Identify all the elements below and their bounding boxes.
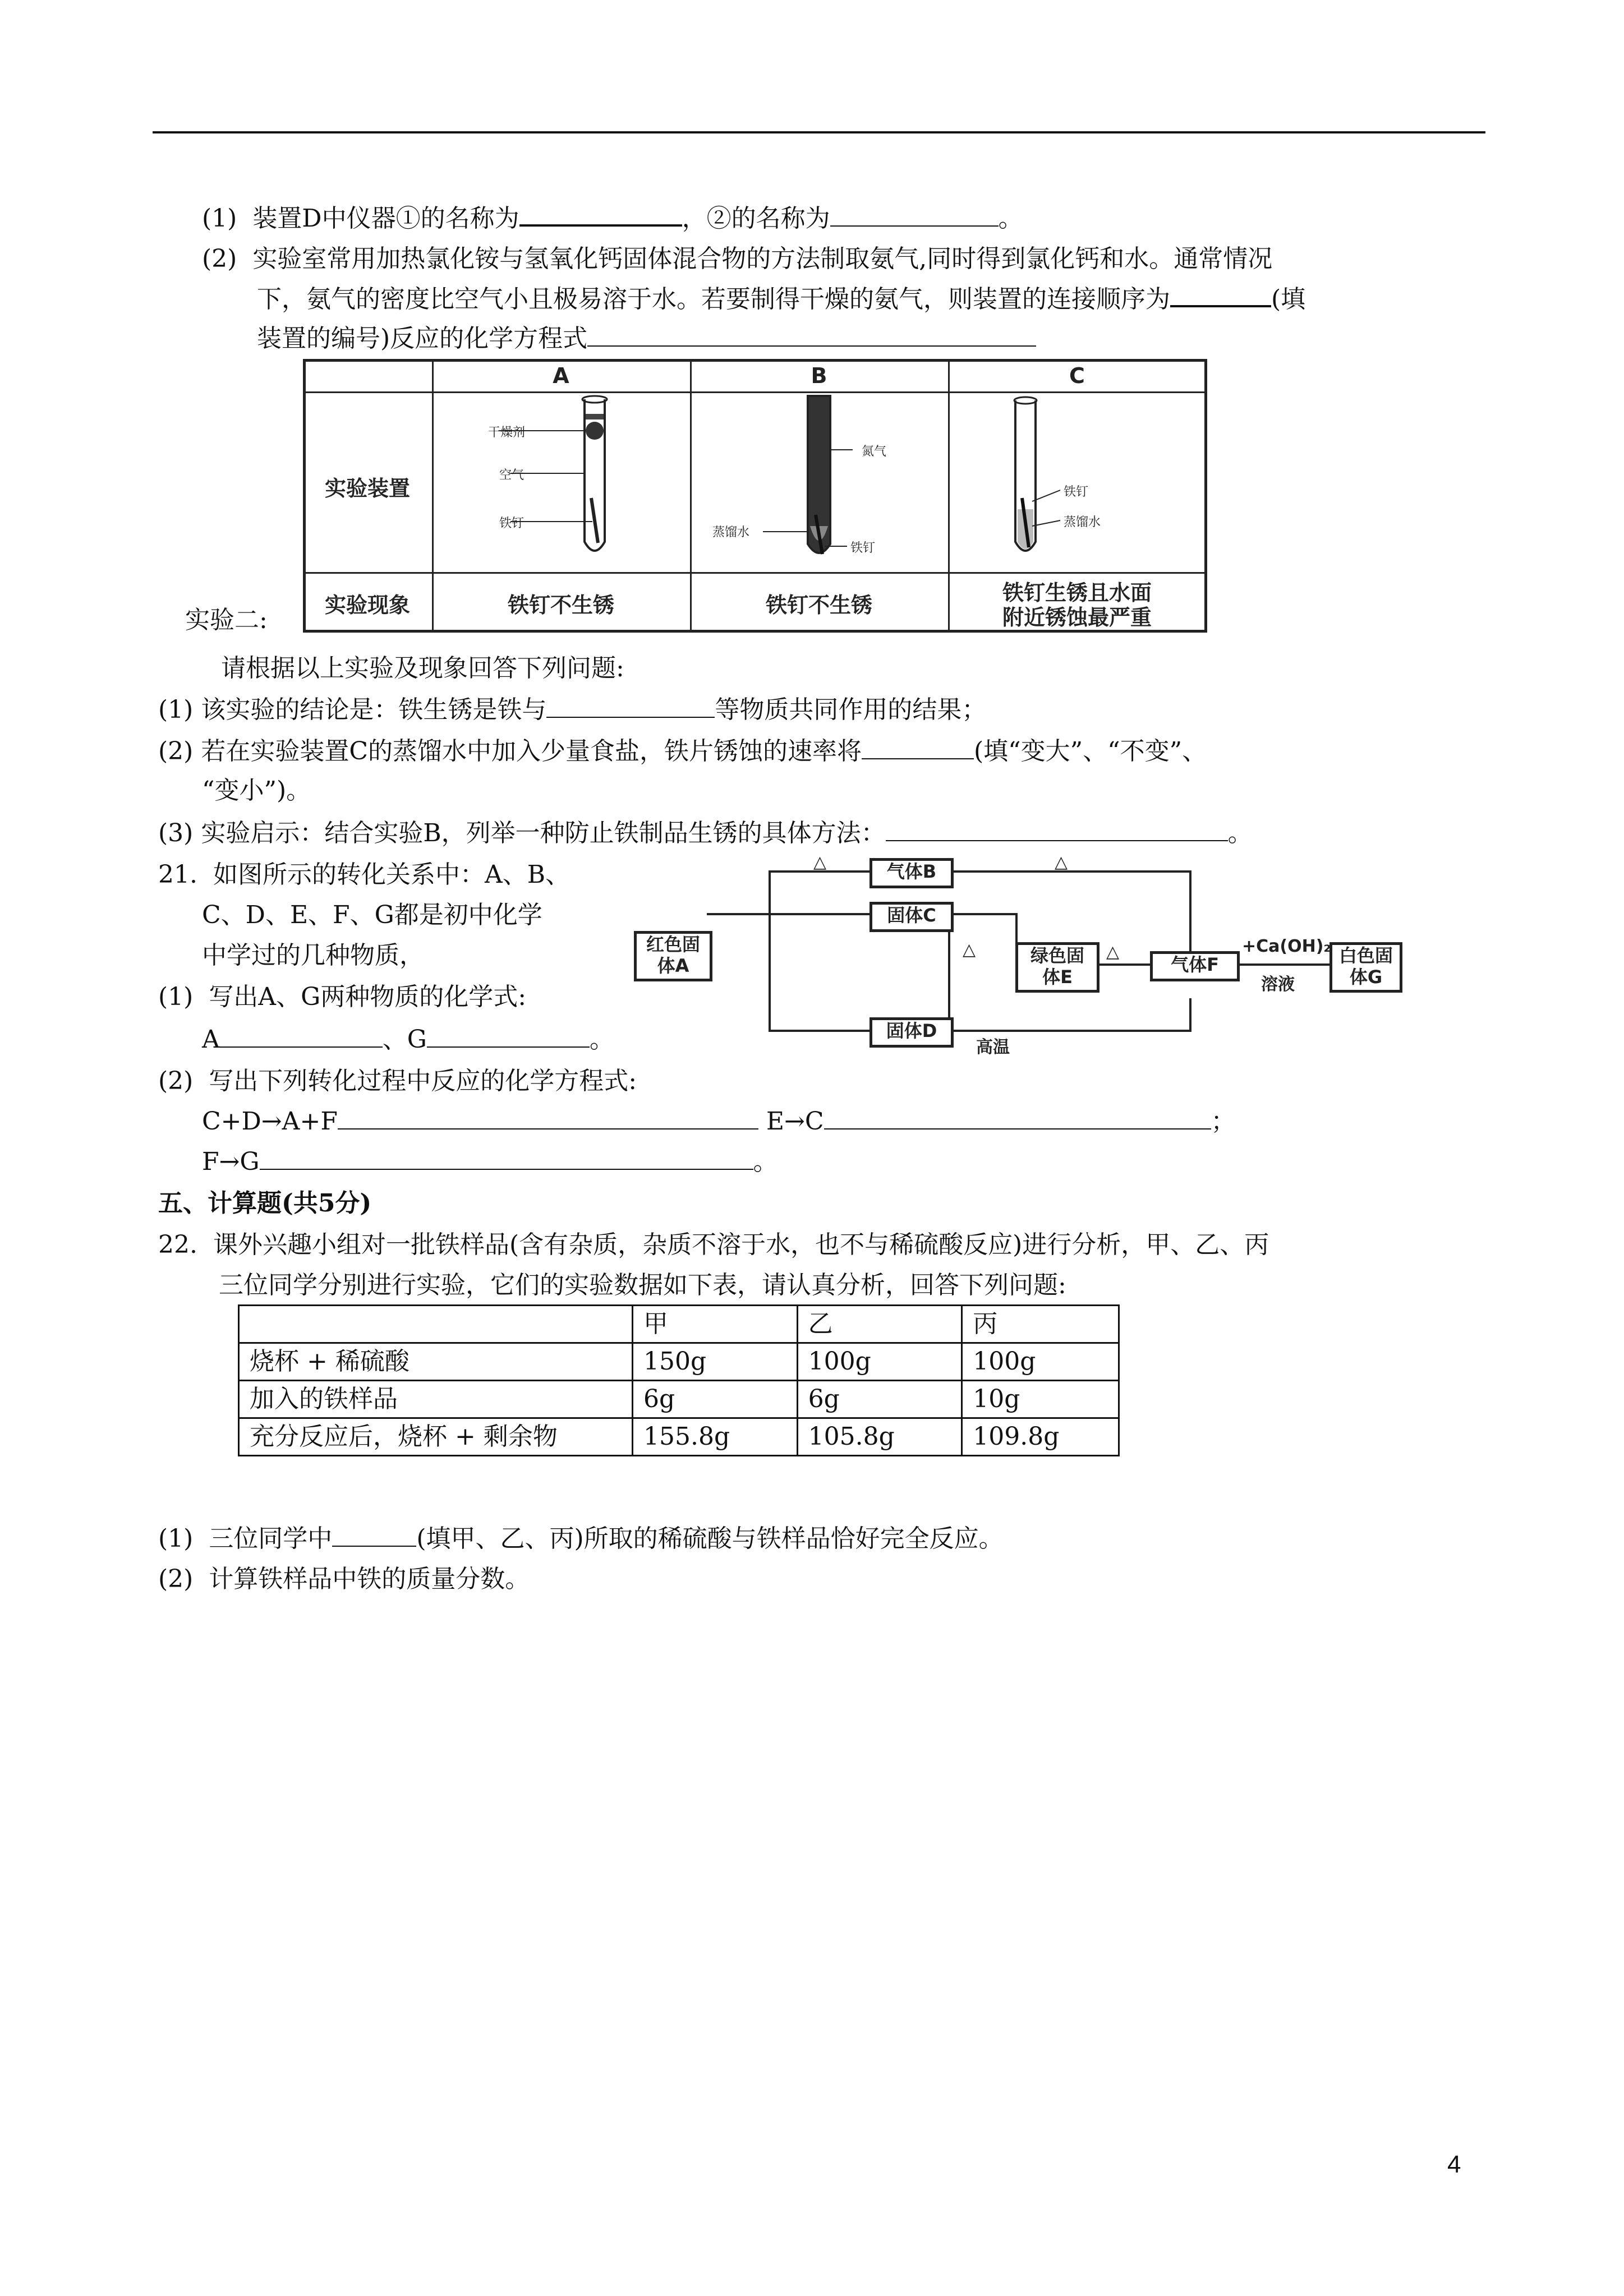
answer-blank[interactable]	[332, 1521, 416, 1547]
exp2-q2: (2) 若在实验装置C的蒸馏水中加入少量食盐，铁片锈蚀的速率将 (填“变大”、“不变”、	[158, 734, 1207, 768]
result-b: 铁钉不生锈	[765, 593, 872, 617]
connector	[948, 913, 1015, 915]
q21-line3: 中学过的几种物质，	[202, 941, 424, 970]
answer-blank[interactable]	[824, 1104, 1211, 1129]
col-header-a: A	[553, 363, 569, 388]
box-gas-b: 气体B	[869, 858, 954, 888]
exp2-q1: (1) 该实验的结论是：铁生锈是铁与 等物质共同作用的结果；	[158, 692, 986, 727]
device-q2-line1: (2) 实验室常用加热氯化铵与氢氧化钙固体混合物的方法制取氨气,同时得到氯化钙和水。通常情况	[202, 245, 1273, 273]
label-nail-a: 铁钉	[499, 517, 525, 531]
connector	[707, 913, 869, 915]
label-distilled-water-b: 蒸馏水	[712, 525, 750, 540]
table-cell: 10g	[962, 1381, 1119, 1418]
connector	[1189, 998, 1191, 1032]
row-label-result: 实验现象	[324, 593, 410, 617]
table-cell: 加入的铁样品	[239, 1381, 633, 1418]
heat-symbol: △	[813, 852, 827, 872]
exp2-q2-cont: “变小”)。	[202, 776, 311, 805]
connector	[769, 870, 771, 1030]
box-text: 体G	[1349, 966, 1383, 988]
row-label-device: 实验装置	[324, 476, 410, 501]
box-white-solid-g	[1329, 942, 1402, 993]
connector	[948, 1030, 1189, 1032]
table-header-yi: 乙	[797, 1306, 962, 1343]
connector	[948, 931, 950, 1030]
connector	[948, 870, 1189, 873]
experiment2-label: 实验二:	[185, 606, 268, 634]
answer-blank[interactable]	[220, 1022, 383, 1048]
table-cell: 155.8g	[633, 1418, 798, 1456]
answer-blank[interactable]	[1170, 280, 1271, 307]
box-text: 绿色固	[1030, 945, 1084, 966]
table-row	[239, 1418, 1119, 1456]
table-cell: 100g	[797, 1343, 962, 1381]
page-number: 4	[1447, 2151, 1461, 2178]
q21-eq1: C+D→A+F E→C ；	[202, 1104, 1236, 1138]
table-cell: 105.8g	[797, 1418, 962, 1456]
connector	[769, 1030, 869, 1032]
box-red-solid-a	[634, 931, 712, 981]
answer-blank[interactable]	[830, 201, 999, 227]
q21-line2: C、D、E、F、G都是初中化学	[202, 901, 542, 929]
device-q2-line3: 装置的编号)反应的化学方程式	[257, 321, 1036, 356]
col-header-c: C	[1069, 363, 1085, 388]
heat-symbol: △	[963, 940, 976, 960]
table-cell: 烧杯 + 稀硫酸	[239, 1343, 633, 1381]
label-air: 空气	[499, 468, 525, 482]
table-row	[239, 1381, 1119, 1418]
box-solid-d: 固体D	[869, 1017, 954, 1048]
solution-label: 溶液	[1261, 975, 1295, 994]
section5-title: 五、计算题(共5分)	[158, 1189, 372, 1218]
box-text: 红色固	[646, 934, 700, 955]
answer-blank[interactable]	[427, 1022, 590, 1048]
table-row	[239, 1306, 1119, 1343]
heat-symbol: △	[1106, 942, 1120, 962]
label-desiccant: 干燥剂	[488, 426, 526, 440]
test-tube-c-illustration	[948, 391, 1206, 572]
table-header-bing: 丙	[962, 1306, 1119, 1343]
table-header-jia: 甲	[633, 1306, 798, 1343]
table-cell: 100g	[962, 1343, 1119, 1381]
label-nail-c: 铁钉	[1064, 485, 1089, 499]
device-q1: (1) 装置D中仪器①的名称为 ，②的名称为 。	[202, 200, 1023, 236]
table-cell	[239, 1306, 633, 1343]
answer-blank[interactable]	[546, 692, 715, 718]
label-distilled-water-c: 蒸馏水	[1064, 515, 1101, 529]
experiment-table	[303, 359, 1207, 633]
label-nitrogen: 氮气	[862, 445, 887, 459]
test-tube-b-illustration	[690, 391, 948, 572]
table-cell: 6g	[633, 1381, 798, 1418]
box-text: 体A	[657, 955, 689, 976]
answer-blank[interactable]	[519, 200, 682, 227]
divider	[303, 572, 1207, 574]
label-nail-b: 铁钉	[850, 541, 876, 555]
exp2-q3: (3) 实验启示：结合实验B，列举一种防止铁制品生锈的具体方法： 。	[158, 815, 1253, 850]
high-temp-label: 高温	[976, 1038, 1010, 1057]
q21-eq2: F→G 。	[202, 1144, 778, 1179]
connector	[1094, 963, 1150, 966]
table-cell: 充分反应后，烧杯 + 剩余物	[239, 1418, 633, 1456]
table-cell: 6g	[797, 1381, 962, 1418]
q21-line1: 21. 如图所示的转化关系中：A、B、	[158, 860, 571, 889]
header-rule	[153, 131, 1485, 133]
q22-sub1: (1) 三位同学中 (填甲、乙、丙)所取的稀硫酸与铁样品恰好完全反应。	[158, 1521, 1004, 1556]
table-cell: 150g	[633, 1343, 798, 1381]
result-c-line1: 铁钉生锈且水面	[1002, 580, 1152, 605]
q22-sub2: (2) 计算铁样品中铁的质量分数。	[158, 1565, 530, 1593]
test-tube-a-illustration	[432, 391, 690, 572]
connector	[1240, 963, 1329, 966]
q21-sub1: (1) 写出A、G两种物质的化学式:	[158, 983, 527, 1011]
box-text: 白色固	[1338, 945, 1393, 966]
device-q2-line2: 下，氨气的密度比空气小且极易溶于水。若要制得干燥的氨气，则装置的连接顺序为 (填	[257, 280, 1305, 316]
box-gas-f: 气体F	[1150, 951, 1240, 981]
box-text: 体E	[1042, 966, 1073, 988]
heat-symbol: △	[1055, 852, 1068, 872]
answer-blank[interactable]	[587, 321, 1036, 347]
col-header-b: B	[811, 363, 827, 388]
answer-blank[interactable]	[260, 1144, 753, 1170]
q21-sub2: (2) 写出下列转化过程中反应的化学方程式:	[158, 1067, 637, 1095]
result-a: 铁钉不生锈	[507, 593, 614, 617]
answer-blank[interactable]	[338, 1104, 758, 1129]
box-green-solid-e	[1015, 942, 1099, 993]
box-solid-c: 固体C	[869, 902, 954, 932]
q21-answer-line: A 、G 。	[202, 1022, 614, 1057]
answer-blank[interactable]	[862, 734, 974, 759]
reagent-label: +Ca(OH)₂	[1242, 937, 1331, 956]
table-cell: 109.8g	[962, 1418, 1119, 1456]
table-row	[239, 1343, 1119, 1381]
conversion-diagram	[628, 852, 1402, 1057]
q22-line1: 22. 课外兴趣小组对一批铁样品(含有杂质，杂质不溶于水，也不与稀硫酸反应)进行分析，甲、乙、丙	[158, 1230, 1269, 1259]
q22-line2: 三位同学分别进行实验，它们的实验数据如下表，请认真分析，回答下列问题:	[219, 1271, 1066, 1299]
experiment2-intro: 请根据以上实验及现象回答下列问题:	[221, 654, 624, 683]
q22-data-table	[238, 1304, 1120, 1456]
answer-blank[interactable]	[886, 815, 1228, 841]
result-c-line2: 附近锈蚀最严重	[1002, 605, 1152, 630]
